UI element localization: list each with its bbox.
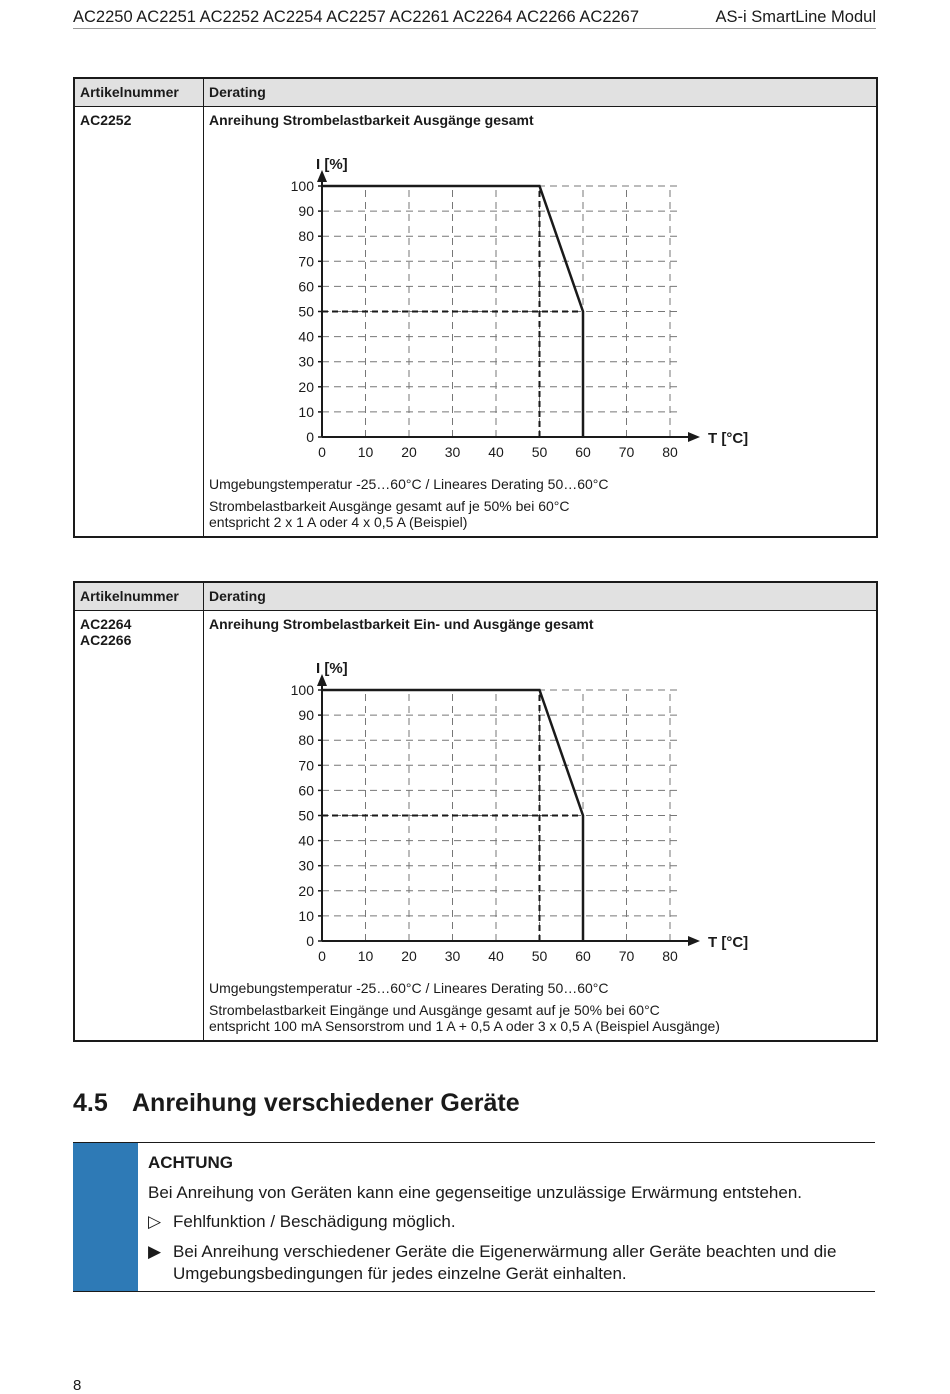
x-tick-label: 10 [357,948,374,964]
x-tick-label: 50 [531,444,548,460]
y-tick-label: 80 [298,732,314,749]
chart-note-example: entspricht 2 x 1 A oder 4 x 0,5 A (Beispiel) [209,514,468,530]
y-tick-label: 100 [290,682,314,698]
x-tick-label: 80 [662,444,678,460]
y-tick-label: 70 [298,757,314,774]
x-axis-arrow-icon [688,432,700,442]
x-tick-label: 0 [318,444,326,460]
x-tick-label: 40 [488,948,504,964]
section-number: 4.5 [73,1089,108,1117]
data-point [321,689,323,691]
chart-note-capacity: Strombelastbarkeit Eingänge und Ausgänge gesamt auf je 50% bei 60°C [209,1002,660,1018]
y-tick-label: 60 [298,782,314,799]
x-tick-label: 70 [618,948,635,964]
header-product-name: AS-i SmartLine Modul [715,8,876,26]
x-tick-label: 0 [318,948,326,964]
x-tick-label: 20 [401,948,417,964]
data-point [582,436,584,438]
article-number: AC2266 [80,632,132,648]
warning-notice [73,1142,875,1292]
x-tick-label: 10 [357,444,374,460]
y-tick-label: 0 [306,429,314,445]
y-tick-label: 60 [298,278,314,295]
x-tick-label: 80 [662,948,678,964]
y-tick-label: 30 [298,353,314,370]
column-divider [203,79,204,536]
col-header-derating: Derating [209,588,266,604]
col-header-article: Artikelnummer [80,84,179,100]
section-title: Anreihung verschiedener Geräte [132,1089,520,1117]
data-point [321,185,323,187]
x-tick-label: 40 [488,444,504,460]
y-tick-label: 70 [298,253,314,270]
page-header [73,4,876,29]
derating-chart [205,134,765,494]
derating-table [73,581,878,1042]
y-axis-label: I [%] [316,660,348,677]
derating-chart [205,638,765,998]
x-tick-label: 60 [575,444,591,460]
y-tick-label: 50 [298,303,314,320]
chart-note-temperature: Umgebungstemperatur -25…60°C / Lineares Derating 50…60°C [209,476,609,492]
derating-table [73,77,878,538]
y-tick-label: 10 [298,907,314,924]
chart-note-temperature: Umgebungstemperatur -25…60°C / Lineares Derating 50…60°C [209,980,609,996]
data-point [582,311,584,313]
x-tick-label: 50 [531,948,548,964]
article-numbers [80,112,131,128]
y-tick-label: 0 [306,933,314,949]
chart-note-example: entspricht 100 mA Sensorstrom und 1 A + 0,5 A oder 3 x 0,5 A (Beispiel Ausgänge) [209,1018,720,1034]
y-tick-label: 90 [298,707,314,724]
y-axis-label: I [%] [316,156,348,173]
y-tick-label: 10 [298,403,314,420]
chart-title: Anreihung Strombelastbarkeit Ausgänge gesamt [209,112,534,128]
data-point [539,185,541,187]
x-tick-label: 30 [444,948,461,964]
article-numbers [80,616,131,648]
header-product-list: AC2250 AC2251 AC2252 AC2254 AC2257 AC2261 AC2264 AC2266 AC2267 [73,8,640,26]
data-point [582,815,584,817]
article-number: AC2264 [80,616,132,632]
table-header-row [75,79,876,107]
action-arrow-icon: ▶ [148,1242,162,1261]
notice-color-bar [73,1143,138,1291]
y-tick-label: 80 [298,228,314,245]
col-header-article: Artikelnummer [80,588,179,604]
col-header-derating: Derating [209,84,266,100]
consequence-text: Fehlfunktion / Beschädigung möglich. [173,1212,456,1231]
article-number: AC2252 [80,112,132,128]
y-tick-label: 30 [298,857,314,874]
y-tick-label: 50 [298,807,314,824]
table-header-row [75,583,876,611]
page-number: 8 [73,1377,82,1394]
chart-title: Anreihung Strombelastbarkeit Ein- und Ausgänge gesamt [209,616,594,632]
y-tick-label: 100 [290,178,314,194]
column-divider [203,583,204,1040]
y-tick-label: 90 [298,203,314,220]
y-tick-label: 40 [298,832,314,849]
x-tick-label: 30 [444,444,461,460]
x-axis-arrow-icon [688,936,700,946]
chart-note-capacity: Strombelastbarkeit Ausgänge gesamt auf je 50% bei 60°C [209,498,570,514]
x-tick-label: 20 [401,444,417,460]
y-tick-label: 20 [298,378,314,395]
action-text: Bei Anreihung verschiedener Geräte die Eigenerwärmung aller Geräte beachten und die Umgebungsbedingungen für jedes einzelne Gerät einhalten. [173,1242,837,1283]
x-axis-label: T [°C] [708,934,749,951]
data-point [539,689,541,691]
x-tick-label: 70 [618,444,635,460]
x-tick-label: 60 [575,948,591,964]
data-point [582,940,584,942]
x-axis-label: T [°C] [708,430,749,447]
y-tick-label: 40 [298,328,314,345]
consequence-triangle-icon: ▷ [148,1212,162,1231]
notice-text: Bei Anreihung von Geräten kann eine gegenseitige unzulässige Erwärmung entstehen. [148,1183,802,1202]
notice-title: ACHTUNG [148,1153,233,1172]
y-tick-label: 20 [298,882,314,899]
